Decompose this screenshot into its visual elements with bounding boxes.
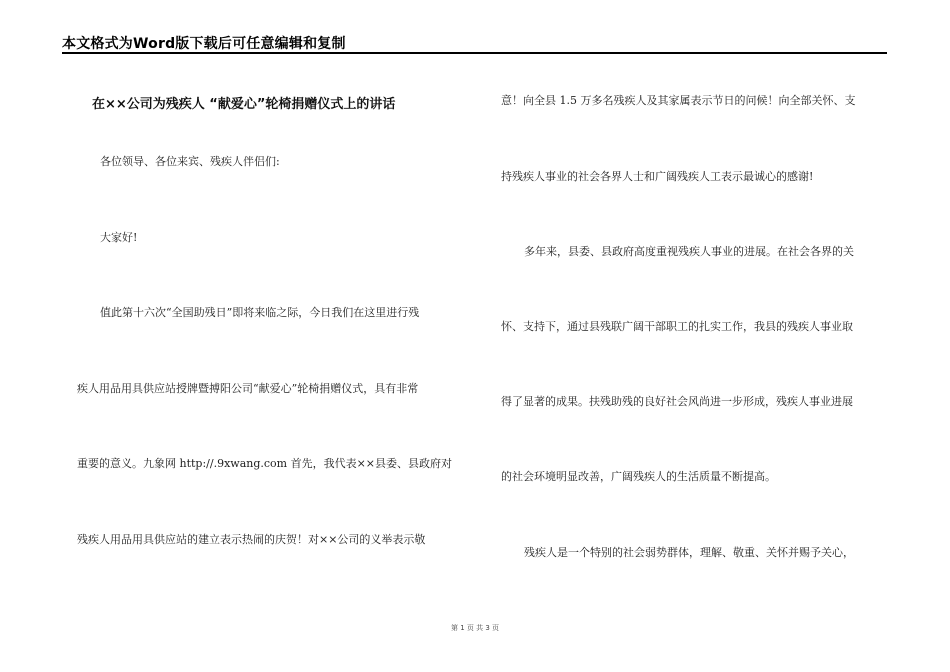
left-line-5: 重要的意义。九象网 http://.9xwang.com 首先，我代表××县委、县政府对 (77, 457, 453, 470)
document-header-title: 本文格式为Word版下载后可任意编辑和复制 (62, 36, 346, 52)
right-line-2: 持残疾人事业的社会各界人士和广阔残疾人工表示最诚心的感谢! (501, 170, 814, 183)
header-divider (62, 52, 887, 54)
right-line-4: 怀、支持下，通过县残联广阔干部职工的扎实工作，我县的残疾人事业取 (501, 320, 853, 333)
right-line-3: 多年来，县委、县政府高度重视残疾人事业的进展。在社会各界的关 (524, 245, 854, 258)
left-line-1: 各位领导、各位来宾、残疾人伴侣们: (100, 155, 280, 168)
left-line-4: 疾人用品用具供应站授牌暨搏阳公司“献爱心”轮椅捐赠仪式，具有非常 (77, 382, 419, 395)
page-number-footer: 第 1 页 共 3 页 (450, 624, 500, 632)
right-line-1: 意！向全县 1.5 万多名残疾人及其家属表示节日的问候！向全部关怀、支 (501, 94, 856, 107)
left-line-6: 残疾人用品用具供应站的建立表示热闹的庆贺！对××公司的义举表示敬 (77, 533, 426, 546)
speech-title: 在××公司为残疾人 “献爱心”轮椅捐赠仪式上的讲话 (92, 97, 396, 112)
right-line-5: 得了显著的成果。扶残助残的良好社会风尚进一步形成，残疾人事业进展 (501, 395, 853, 408)
right-line-7: 残疾人是一个特别的社会弱势群体，理解、敬重、关怀并赐予关心， (524, 546, 854, 559)
left-line-3: 值此第十六次“全国助残日”即将来临之际，今日我们在这里进行残 (100, 306, 420, 319)
left-line-2: 大家好! (100, 231, 138, 244)
right-line-6: 的社会环境明显改善，广阔残疾人的生活质量不断提高。 (501, 470, 776, 483)
